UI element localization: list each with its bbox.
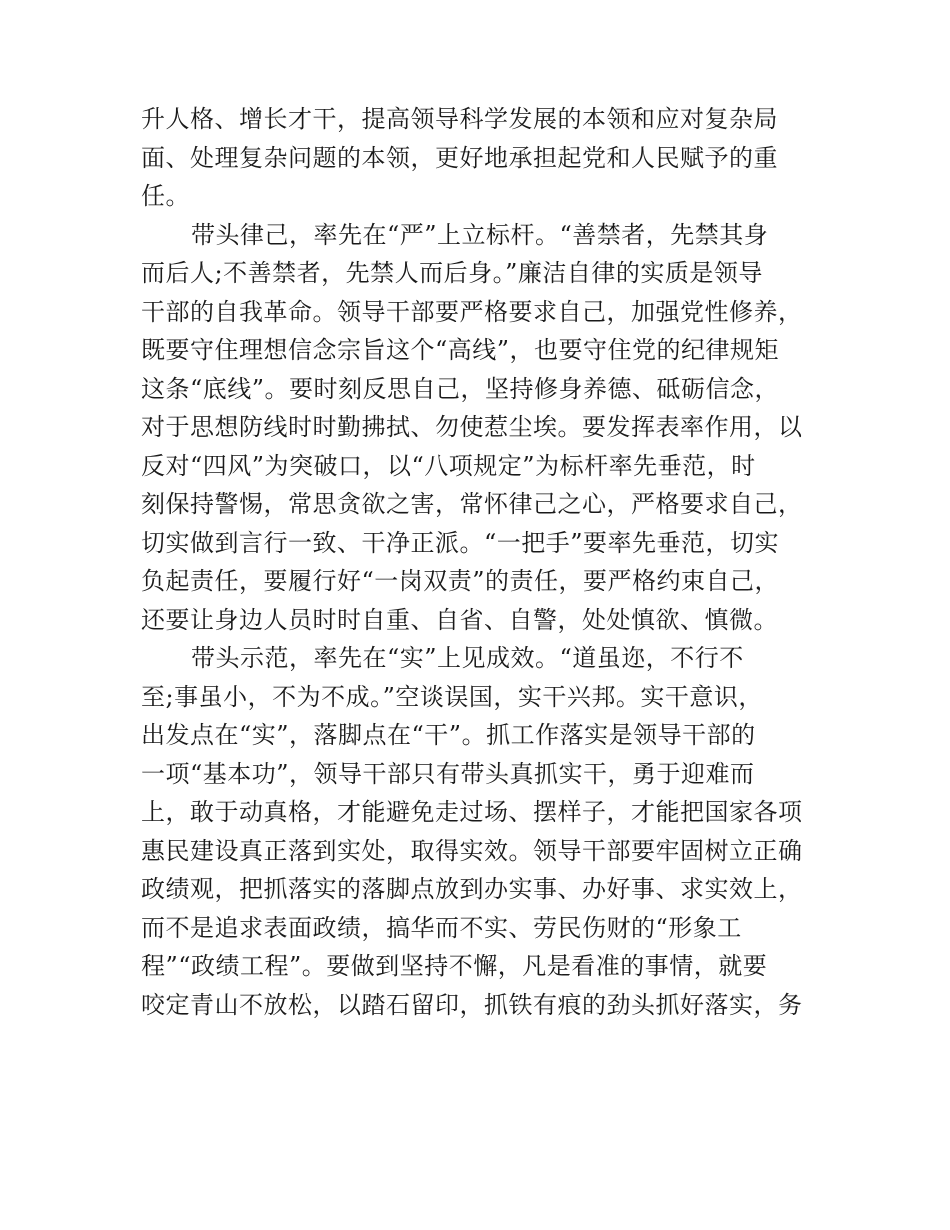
text-line: 既要守住理想信念宗旨这个“高线”，也要守住党的纪律规矩 — [141, 336, 780, 364]
text-line: 惠民建设真正落到实处，取得实效。领导干部要牢固树立正确 — [141, 836, 803, 865]
text-line: 刻保持警惕，常思贪欲之害，常怀律己之心，严格要求自己， — [141, 490, 803, 518]
text-line: 干部的自我革命。领导干部要严格要求自己，加强党性修养， — [141, 297, 803, 326]
text-line: 出发点在“实”，落脚点在“干”。抓工作落实是领导干部的 — [141, 721, 756, 749]
text-line: 反对“四风”为突破口，以“八项规定”为标杆率先垂范，时 — [141, 451, 756, 480]
text-line: 一项“基本功”，领导干部只有带头真抓实干，勇于迎难而 — [141, 759, 755, 788]
text-line: 升人格、增长才干，提高领导科学发展的本领和应对复杂局 — [141, 105, 778, 133]
text-line: 至;事虽小，不为不成。”空谈误国，实干兴邦。实干意识， — [141, 682, 763, 711]
text-line: 带头示范，率先在“实”上见成效。“道虽迩，不行不 — [191, 644, 744, 672]
text-line: 对于思想防线时时勤拂拭、勿使惹尘埃。要发挥表率作用，以 — [141, 413, 803, 441]
text-line: 而后人;不善禁者，先禁人而后身。”廉洁自律的实质是领导 — [141, 259, 763, 287]
text-line: 程”“政绩工程”。要做到坚持不懈，凡是看准的事情，就要 — [141, 952, 768, 980]
text-line: 面、处理复杂问题的本领，更好地承担起党和人民赋予的重 — [141, 143, 778, 172]
text-line: 任。 — [141, 182, 190, 210]
text-line: 带头律己，率先在“严”上立标杆。“善禁者，先禁其身 — [191, 220, 769, 249]
text-line: 政绩观，把抓落实的落脚点放到办实事、办好事、求实效上， — [141, 875, 803, 903]
paragraph-2 — [141, 216, 813, 640]
document-body — [141, 100, 813, 1024]
text-line: 还要让身边人员时时自重、自省、自警，处处慎欲、慎微。 — [141, 605, 778, 634]
text-line: 负起责任，要履行好“一岗双责”的责任，要严格约束自己， — [141, 567, 780, 595]
paragraph-1 — [141, 100, 813, 216]
text-line: 上，敢于动真格，才能避免走过场、摆样子，才能把国家各项 — [141, 798, 803, 826]
text-line: 这条“底线”。要时刻反思自己，坚持修身养德、砥砺信念， — [141, 374, 780, 403]
text-line: 切实做到言行一致、干净正派。“一把手”要率先垂范，切实 — [141, 528, 780, 557]
text-line: 而不是追求表面政绩，搞华而不实、劳民伤财的“形象工 — [141, 913, 742, 942]
text-line: 咬定青山不放松，以踏石留印，抓铁有痕的劲头抓好落实，务 — [141, 990, 803, 1019]
paragraph-3 — [141, 639, 813, 1024]
